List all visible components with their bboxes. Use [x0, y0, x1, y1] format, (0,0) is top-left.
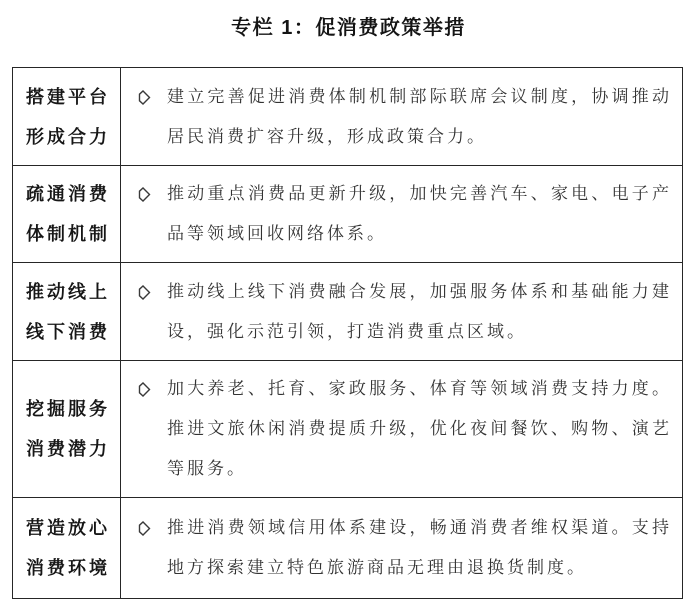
- table-row: [13, 361, 682, 498]
- row-label-cell: [13, 68, 121, 165]
- row-text-inner: [138, 77, 672, 157]
- table-row: [13, 68, 682, 166]
- row-label-line: 形成合力: [26, 126, 110, 147]
- row-text-cell: [121, 166, 682, 262]
- row-label-cell: [13, 263, 121, 360]
- row-label-line: 搭建平台: [26, 86, 110, 107]
- row-text: 推进消费领域信用体系建设，畅通消费者维权渠道。支持地方探索建立特色旅游商品无理由退换货制度。: [167, 518, 672, 577]
- row-label-line: 疏通消费: [26, 184, 110, 204]
- row-text-cell: [121, 361, 682, 497]
- row-label-line: 营造放心: [26, 518, 110, 538]
- row-label-line: 挖掘服务: [26, 399, 110, 419]
- row-label-line: 体制机制: [26, 224, 110, 244]
- diamond-bullet-icon: [138, 382, 151, 397]
- diamond-bullet-icon: [138, 521, 151, 536]
- page-title: 专栏 1：促消费政策举措: [231, 17, 466, 39]
- row-text-inner: [138, 174, 672, 254]
- row-text-inner: [138, 272, 672, 352]
- diamond-bullet-icon: [138, 187, 151, 202]
- table-row: [13, 166, 682, 263]
- row-text: 加大养老、托育、家政服务、体育等领域消费支持力度。推进文旅休闲消费提质升级，优化夜间餐饮、购物、演艺等服务。: [167, 379, 672, 478]
- row-label-cell: [13, 166, 121, 262]
- row-text-cell: [121, 263, 682, 360]
- diamond-bullet-icon: [138, 285, 151, 300]
- row-label-line: 消费潜力: [26, 439, 110, 459]
- table-row: [13, 263, 682, 361]
- row-text: 推动重点消费品更新升级，加快完善汽车、家电、电子产品等领域回收网络体系。: [167, 184, 672, 243]
- row-label-line: 线下消费: [26, 321, 110, 342]
- row-text-inner: [138, 508, 672, 588]
- row-text-cell: [121, 498, 682, 598]
- row-label-line: 推动线上: [26, 281, 110, 302]
- policy-table: [12, 67, 683, 599]
- row-text: 推动线上线下消费融合发展，加强服务体系和基础能力建设，强化示范引领，打造消费重点区域。: [167, 281, 672, 341]
- row-text-cell: [121, 68, 682, 165]
- row-label-cell: [13, 361, 121, 497]
- table-row: [13, 498, 682, 598]
- row-text-inner: [138, 369, 672, 489]
- diamond-bullet-icon: [138, 90, 151, 105]
- row-label-line: 消费环境: [26, 558, 110, 578]
- row-text: 建立完善促进消费体制机制部际联席会议制度，协调推动居民消费扩容升级，形成政策合力。: [167, 86, 672, 146]
- row-label-cell: [13, 498, 121, 598]
